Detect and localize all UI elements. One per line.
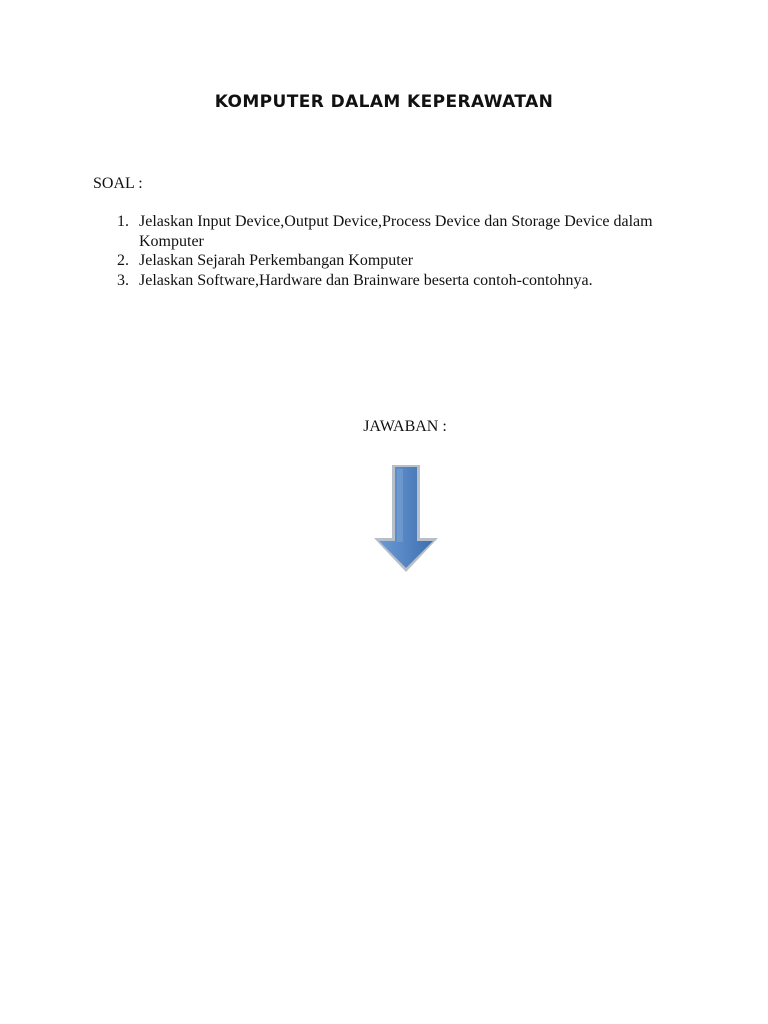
arrow-down-icon (372, 462, 440, 574)
question-number: 1. (117, 213, 129, 230)
question-item (117, 271, 677, 291)
question-text: Jelaskan Input Device,Output Device,Process Device dan Storage Device dalam Komputer (139, 213, 653, 250)
question-list (117, 212, 677, 290)
question-number: 3. (117, 271, 129, 289)
jawaban-label: JAWABAN : (363, 418, 447, 435)
question-number: 2. (117, 252, 129, 269)
question-item (117, 251, 677, 271)
question-text: Jelaskan Software,Hardware dan Brainware beserta contoh-contohnya. (139, 271, 593, 289)
document-title: KOMPUTER DALAM KEPERAWATAN (214, 92, 554, 112)
question-item (117, 212, 677, 251)
question-text: Jelaskan Sejarah Perkembangan Komputer (139, 252, 414, 269)
soal-label: SOAL : (93, 175, 143, 192)
